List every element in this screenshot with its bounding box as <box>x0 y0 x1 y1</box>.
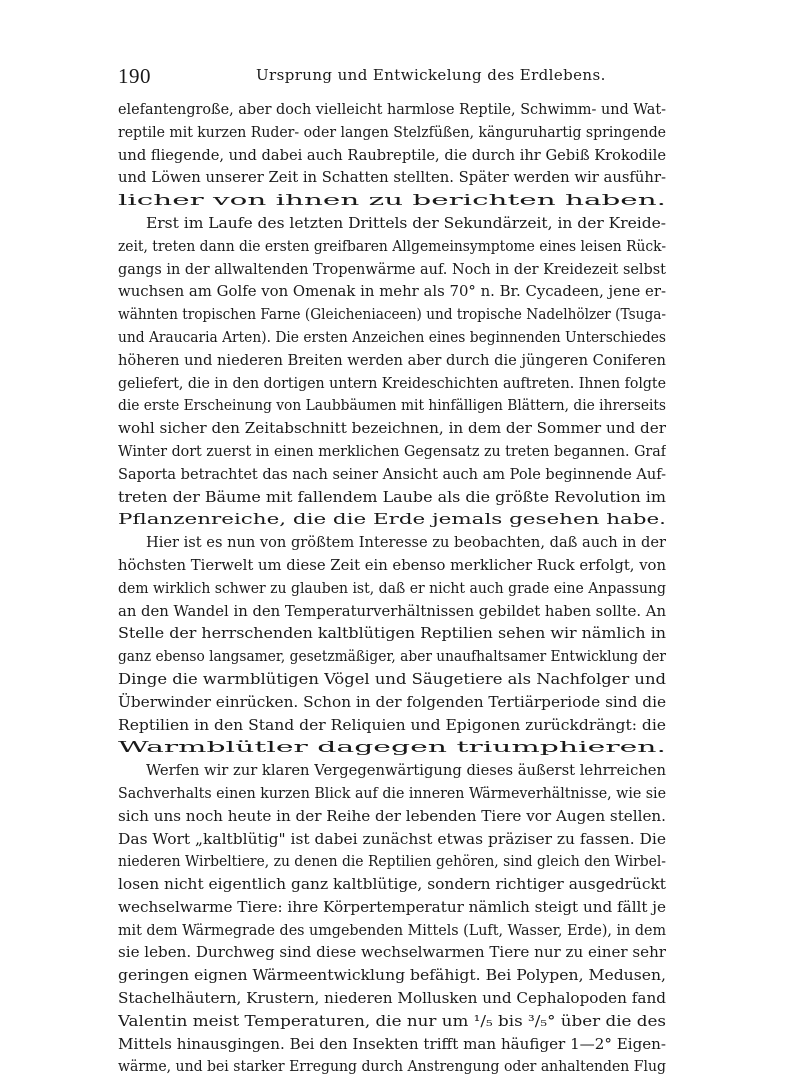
text-line: wärme, und bei starker Erregung durch Anstrengung oder anhaltenden Flug <box>118 1057 666 1076</box>
text-line: Dinge die warmblütigen Vögel und Säugetiere als Nachfolger und <box>118 669 666 688</box>
text-line: an den Wandel in den Temperaturverhältnissen gebildet haben sollte. An <box>118 601 666 620</box>
text-line: niederen Wirbeltiere, zu denen die Reptilien gehören, sind gleich den Wirbel- <box>118 852 666 871</box>
text-line: wechselwarme Tiere: ihre Körpertemperatur nämlich steigt und fällt je <box>118 897 666 916</box>
text-line: Valentin meist Temperaturen, die nur um ¹/₅ bis ³/₅° über die des <box>118 1011 666 1030</box>
text-line: elefantengroße, aber doch vielleicht harmlose Reptile, Schwimm- und Wat- <box>118 100 666 118</box>
text-line: Pflanzenreiche, die die Erde jemals gesehen habe. <box>118 510 666 529</box>
text-line: Stachelhäutern, Krustern, niederen Mollusken und Cephalopoden fand <box>118 989 666 1008</box>
page-number: 190 <box>118 64 151 88</box>
text-line: mit dem Wärmegrade des umgebenden Mittels (Luft, Wasser, Erde), in dem <box>118 920 666 939</box>
text-line: Winter dort zuerst in einen merklichen Gegensatz zu treten begannen. Graf <box>118 441 666 460</box>
text-line: sich uns noch heute in der Reihe der lebenden Tiere vor Augen stellen. <box>118 806 666 825</box>
text-line: zeit, treten dann die ersten greifbaren Allgemeinsymptome eines leisen Rück- <box>118 236 666 255</box>
text-line: geringen eignen Wärmeentwicklung befähigt. Bei Polypen, Medusen, <box>118 966 666 985</box>
text-line: losen nicht eigentlich ganz kaltblütige, sondern richtiger ausgedrückt <box>118 875 666 894</box>
text-line: die erste Erscheinung von Laubbäumen mit hinfälligen Blättern, die ihrerseits <box>118 396 666 415</box>
text-line: treten der Bäume mit fallendem Laube als die größte Revolution im <box>118 487 666 506</box>
text-line: licher von ihnen zu berichten haben. <box>118 191 666 210</box>
text-line: und fliegende, und dabei auch Raubreptile, die durch ihr Gebiß Krokodile <box>118 145 666 164</box>
text-line: wuchsen am Golfe von Omenak in mehr als 70° n. Br. Cycadeen, jene er- <box>118 282 666 301</box>
text-line: und Löwen unserer Zeit in Schatten stellten. Später werden wir ausführ- <box>118 168 666 187</box>
text-line: wähnten tropischen Farne (Gleicheniaceen) und tropische Nadelhölzer (Tsuga- <box>118 305 666 324</box>
text-line: ganz ebenso langsamer, gesetzmäßiger, aber unaufhaltsamer Entwicklung der <box>118 647 666 666</box>
body-text <box>118 98 666 1078</box>
text-line: Hier ist es nun von größtem Interesse zu beobachten, daß auch in der <box>146 533 666 552</box>
text-line: Erst im Laufe des letzten Drittels der Sekundärzeit, in der Kreide- <box>146 213 666 232</box>
text-line: gangs in der allwaltenden Tropenwärme auf. Noch in der Kreidezeit selbst <box>118 259 666 278</box>
text-line: Überwinder einrücken. Schon in der folgenden Tertiärperiode sind die <box>118 692 666 711</box>
text-line: dem wirklich schwer zu glauben ist, daß er nicht auch grade eine Anpassung <box>118 578 666 597</box>
text-line: reptile mit kurzen Ruder- oder langen Stelzfüßen, känguruhartig springende <box>118 122 666 141</box>
text-line: Stelle der herrschenden kaltblütigen Reptilien sehen wir nämlich in <box>118 624 666 643</box>
text-line: geliefert, die in den dortigen untern Kreideschichten auftreten. Ihnen folgte <box>118 373 666 392</box>
text-line: Werfen wir zur klaren Vergegenwärtigung dieses äußerst lehrreichen <box>146 761 666 780</box>
text-line: Sachverhalts einen kurzen Blick auf die inneren Wärmeverhältnisse, wie sie <box>118 783 666 802</box>
text-line: Mittels hinausgingen. Bei den Insekten trifft man häufiger 1—2° Eigen- <box>118 1034 666 1053</box>
text-line: höchsten Tierwelt um diese Zeit ein ebenso merklicher Ruck erfolgt, von <box>118 555 666 574</box>
page-header <box>118 62 660 90</box>
text-line: wohl sicher den Zeitabschnitt bezeichnen, in dem der Sommer und der <box>118 419 666 438</box>
text-line: Saporta betrachtet das nach seiner Ansicht auch am Pole beginnende Auf- <box>118 464 666 483</box>
text-line: Reptilien in den Stand der Reliquien und Epigonen zurückdrängt: die <box>118 715 666 734</box>
text-line: und Araucaria Arten). Die ersten Anzeichen eines beginnenden Unterschiedes <box>118 327 666 346</box>
text-line: Warmblütler dagegen triumphieren. <box>118 738 666 757</box>
text-line: höheren und niederen Breiten werden aber durch die jüngeren Coniferen <box>118 350 666 369</box>
text-line: Das Wort „kaltblütig" ist dabei zunächst etwas präziser zu fassen. Die <box>118 829 666 848</box>
running-title: Ursprung und Entwickelung des Erdlebens. <box>256 66 606 84</box>
text-line: sie leben. Durchweg sind diese wechselwarmen Tiere nur zu einer sehr <box>118 943 666 962</box>
